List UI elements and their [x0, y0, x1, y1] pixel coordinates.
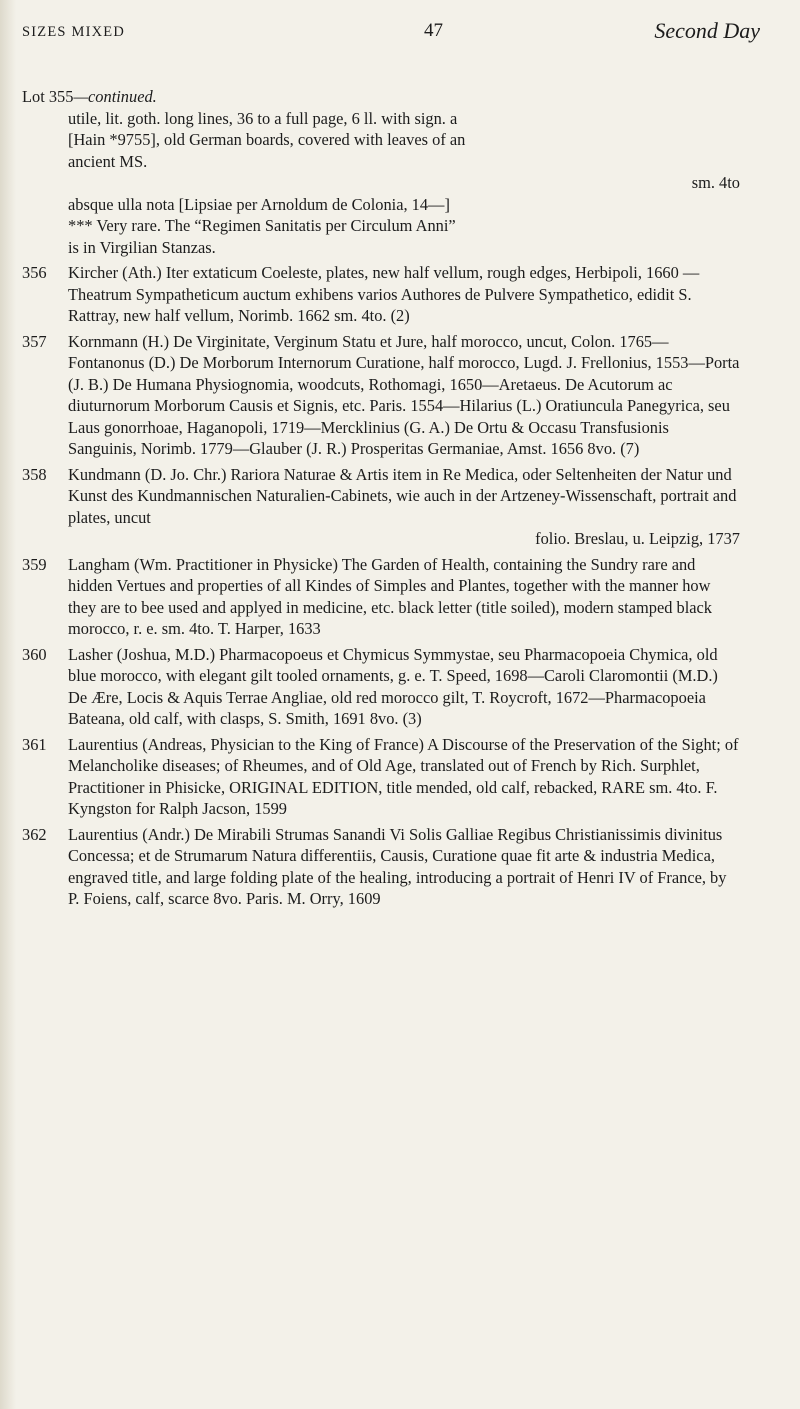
lot-description: Lasher (Joshua, M.D.) Pharmacopoeus et Chymicus Symmystae, seu Pharmacopoeia Chymica, old blue morocco, with elegant gilt tooled ornaments, g. e. T. Speed, 1698—Caroli Claromontii (M.D.) De Ære, Locis & Aquis Terrae Angliae, old red morocco gilt, T. Roycroft, 1672—Pharmacopoeia Bateana, old calf, with clasps, S. Smith, 1691 8vo. (3) [68, 644, 718, 728]
lot-355-format: sm. 4to [691, 173, 740, 192]
lot-number: 362 [22, 824, 47, 844]
lot-description: Kundmann (D. Jo. Chr.) Rariora Naturae & Artis item in Re Medica, oder Seltenheiten der Natur und Kunst des Kundmannischen Naturalien-Cabinets, wie auch in der Artzeney-Wissenschaft, portrait and plates, uncut [68, 464, 737, 527]
lot-355-line: absque ulla nota [Lipsiae per Arnoldum de Colonia, 14—] [68, 194, 450, 214]
lot-number: 358 [22, 464, 47, 484]
page-number: 47 [424, 20, 443, 41]
lot-362 [22, 824, 740, 910]
lot-357 [22, 331, 740, 460]
lot-description: Langham (Wm. Practitioner in Physicke) The Garden of Health, containing the Sundry rare and hidden Vertues and properties of all Kindes of Simples and Plantes, together with the manner how they are to bee used and applyed in medicine, etc. black letter (title soiled), modern stamped black morocco, r. e. sm. 4to. T. Harper, 1633 [68, 554, 713, 638]
lot-355-line: is in Virgilian Stanzas. [68, 237, 216, 257]
lot-361 [22, 734, 740, 820]
lot-number: 359 [22, 554, 47, 574]
lot-355-line: utile, lit. goth. long lines, 36 to a full page, 6 ll. with sign. a [68, 108, 458, 128]
lot-imprint: folio. Breslau, u. Leipzig, 1737 [535, 529, 740, 548]
lot-number: Lot 355 [22, 87, 74, 106]
lot-description: Laurentius (Andreas, Physician to the King of France) A Discourse of the Preservation of the Sight; of Melancholike diseases; of Rheumes, and of Old Age, translated out of French by Rich. Surphlet, Practitioner in Phisicke, ORIGINAL EDITION, title mended, old calf, rebacked, RARE sm. 4to. F. Kyngston for Ralph Jacson, 1599 [68, 734, 739, 818]
lot-description: Kircher (Ath.) Iter extaticum Coeleste, plates, new half vellum, rough edges, Herbipoli, 1660 — Theatrum Sympatheticum auctum exhibens varios Authores de Pulvere Sympathetico, edidit S. Rattray, new half vellum, Norimb. 1662 sm. 4to. (2) [68, 263, 700, 325]
lot-355-line: ancient MS. [68, 151, 148, 171]
page-header [22, 18, 760, 48]
lot-suffix: —continued. [73, 87, 157, 106]
lot-358 [22, 464, 740, 550]
lot-number: 360 [22, 644, 47, 664]
lot-360 [22, 644, 740, 730]
lot-355-note: *** Very rare. The “Regimen Sanitatis per Circulum Anni” [68, 216, 456, 235]
lot-number: 361 [22, 734, 47, 754]
lot-355 [22, 86, 740, 258]
lot-356 [22, 262, 740, 327]
catalogue-entries [22, 86, 740, 914]
lot-description: Kornmann (H.) De Virginitate, Verginum Statu et Jure, half morocco, uncut, Colon. 1765—Fontanonus (D.) De Morborum Internorum Curatione, half morocco, Lugd. J. Frellonius, 1553—Porta (J. B.) De Humana Physiognomia, woodcuts, Rothomagi, 1650—Aretaeus. De Acutorum ac diuturnorum Morborum Causis et Signis, etc. Paris. 1554—Hilarius (L.) Oratiuncula Panegyrica, seu Laus gonorrhoae, Haganopoli, 1719—Mercklinius (G. A.) De Ortu & Occasu Transfusionis Sanguinis, Norimb. 1779—Glauber (J. R.) Prosperitas Germaniae, Amst. 1656 8vo. (7) [68, 331, 740, 458]
lot-355-line: [Hain *9755], old German boards, covered with leaves of an [68, 130, 466, 149]
page-binding-shadow [0, 0, 16, 1409]
lot-description: Laurentius (Andr.) De Mirabili Strumas Sanandi Vi Solis Galliae Regibus Christianissimis divinitus Concessa; et de Strumarum Natura differentiis, Causis, Curatione quae fit arte & industria Medica, engraved title, and large folding plate of the healing, introducing a portrait of Henri IV of France, by P. Foiens, calf, scarce 8vo. Paris. M. Orry, 1609 [68, 824, 727, 908]
lot-number: 357 [22, 331, 47, 351]
lot-359 [22, 554, 740, 640]
running-head-left: SIZES MIXED [22, 24, 126, 40]
running-head-right: Second Day [654, 18, 760, 43]
lot-number: 356 [22, 263, 47, 282]
lot-355-heading [22, 86, 740, 108]
